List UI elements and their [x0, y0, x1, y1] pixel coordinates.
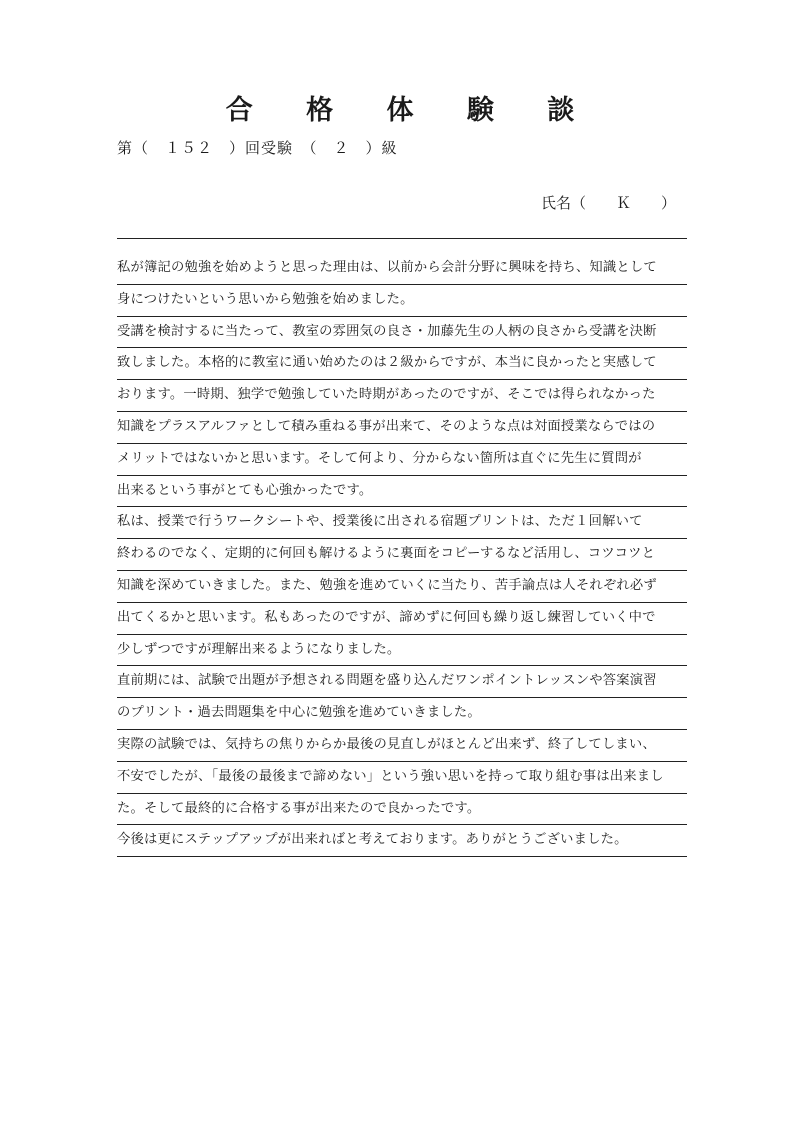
text-line: 受講を検討するに当たって、教室の雰囲気の良さ・加藤先生の人柄の良さから受講を決断	[117, 317, 687, 349]
text-line: メリットではないかと思います。そして何より、分からない箇所は直ぐに先生に質問が	[117, 444, 687, 476]
text-line: おります。一時期、独学で勉強していた時期があったのですが、そこでは得られなかった	[117, 380, 687, 412]
text-line: た。そして最終的に合格する事が出来たので良かったです。	[117, 794, 687, 826]
text-line: 少しずつですが理解出来るようになりました。	[117, 635, 687, 667]
text-line: 直前期には、試験で出題が予想される問題を盛り込んだワンポイントレッスンや答案演習	[117, 666, 687, 698]
text-line: 致しました。本格的に教室に通い始めたのは２級からですが、本当に良かったと実感して	[117, 348, 687, 380]
text-line: 出来るという事がとても心強かったです。	[117, 476, 687, 508]
text-line: 身につけたいという思いから勉強を始めました。	[117, 285, 687, 317]
header-divider	[117, 238, 687, 239]
text-line: 私は、授業で行うワークシートや、授業後に出される宿題プリントは、ただ１回解いて	[117, 507, 687, 539]
text-line: 今後は更にステップアップが出来ればと考えております。ありがとうございました。	[117, 825, 687, 857]
text-line: 知識をプラスアルファとして積み重ねる事が出来て、そのような点は対面授業ならではの	[117, 412, 687, 444]
text-line: のプリント・過去問題集を中心に勉強を進めていきました。	[117, 698, 687, 730]
text-line: 知識を深めていきました。また、勉強を進めていくに当たり、苦手論点は人それぞれ必ず	[117, 571, 687, 603]
text-line: 実際の試験では、気持ちの焦りからか最後の見直しがほとんど出来ず、終了してしまい、	[117, 730, 687, 762]
text-line: 私が簿記の勉強を始めようと思った理由は、以前から会計分野に興味を持ち、知識として	[117, 253, 687, 285]
text-line: 出てくるかと思います。私もあったのですが、諦めずに何回も繰り返し練習していく中で	[117, 603, 687, 635]
name-field: 氏名（ Ｋ ）	[541, 194, 677, 212]
text-line: 終わるのでなく、定期的に何回も解けるように裏面をコピーするなど活用し、コツコツと	[117, 539, 687, 571]
testimonial-body	[117, 253, 687, 857]
text-line: 不安でしたが、「最後の最後まで諦めない」という強い思いを持って取り組む事は出来まし	[117, 762, 687, 794]
page-title: 合 格 体 験 談	[225, 95, 597, 126]
exam-info: 第（ １５２ ）回受験 （ ２ ）級	[117, 139, 398, 157]
